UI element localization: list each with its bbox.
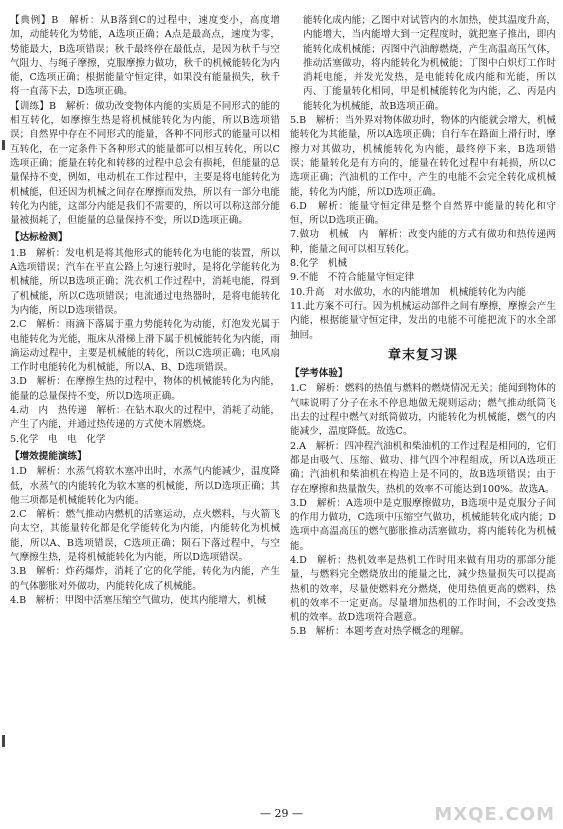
answer-paragraph: 2.A 解析：四冲程汽油机和柴油机的工作过程是相同的，它们都是由吸气、压缩、做功、排气四个冲程组成，所以A选项正确；汽油机和柴油机在构造上是不同的，故B选项错误；由于存在摩擦和热量散失，热机的效率不可能达到100%。故选A。 [290, 440, 556, 495]
section-heading: 【学考体验】 [290, 368, 348, 380]
answer-paragraph: 3.B 解析：炸药爆炸，消耗了它的化学能，转化为内能，产生的气体膨胀对外做功，内能转化成了机械能。 [10, 566, 280, 592]
answer-paragraph: 3.D 解析：在摩擦生热的过程中，物体的机械能转化为内能，能量的总量保持不变，所以D选项正确。 [10, 376, 280, 402]
answer-paragraph: 11.此方案不可行。因为机械运动部件之间有摩擦，摩擦会产生内能，根据能量守恒定律，发出的电能不可能把流下的水全部抽回。 [290, 300, 556, 341]
answer-paragraph: 6.D 解析：能量守恒定律是整个自然界中能量的转化和守恒，所以D选项正确。 [290, 200, 556, 227]
answer-paragraph: 7.做功 机械 内 解析：改变内能的方式有做功和热传递两种，能量之间可以相互转化。 [290, 229, 556, 255]
answer-paragraph: 4.动 内 热传递 解析：在钻木取火的过程中，消耗了动能，产生了内能，并通过热传递的方式使木屑燃烧。 [10, 405, 280, 431]
answer-paragraph: 4.D 解析：热机效率是热机工作时用来做有用功的那部分能量，与燃料完全燃烧放出的能量之比，减少热量损失可以提高热机的效率，尽量使燃料充分燃烧，使用热值更高的燃料，热机的效率不一定更高。尽量增加热机的工作时间，不会改变热机的效率。故D选项符合题意。 [290, 554, 556, 624]
answer-paragraph: 5.化学 电 电 化学 [10, 433, 106, 445]
answer-paragraph: 1.B 解析：发电机是将其他形式的能转化为电能的装置，所以A选项错误；汽车在平直公路上匀速行驶时，是将化学能转化为机械能，所以B选项正确；洗衣机工作过程中，消耗电能，得到了机械能，所以C选项错误；电流通过电热器时，是将电能转化为内能，所以D选项错误。 [10, 247, 280, 316]
binding-mark [2, 140, 5, 150]
section-heading: 【达标检测】 [10, 232, 68, 244]
page-number: — 29 — [260, 807, 303, 820]
watermark: MXQE.COM [434, 804, 555, 825]
binding-mark [2, 735, 5, 747]
answer-paragraph: 5.B 解析：本题考查对热学概念的理解。 [290, 626, 470, 638]
answer-paragraph: 能转化成内能；乙图中对试管内的水加热，使其温度升高，内能增大，当内能增大到一定程度时，就把塞子推出，即内能转化成机械能；丙图中汽油醇燃烧，产生高温高压气体，推动活塞做功，将内能转化为机械能；丁图中白炽灯工作时消耗电能，并发光发热，是电能转化成内能和光能，所以丙、丁能量转化相同，甲是机械能转化为内能，乙、丙是内能转化为机械能，故B选项正确。 [303, 15, 556, 112]
answer-paragraph: 3.D 解析：A选项中是克服摩擦做功，B选项中是克服分子间的作用力做功，C选项中压缩空气做功，机械能转化成内能；D选项中高温高压的燃气膨胀推动活塞做功，将内能转化为机械能。 [290, 497, 556, 552]
answer-paragraph: 2.C 解析：雨滴下落属于重力势能转化为动能，灯泡发光属于电能转化为光能，瓶床从滑梯上滑下属于机械能转化为内能，雨滴运动过程中，主要是机械能的转化，所以C选项正确；电风扇工作时电能转化为机械能，所以A、B、D选项错误。 [10, 319, 280, 374]
answer-paragraph: 9.不能 不符合能量守恒定律 [290, 272, 415, 284]
answer-paragraph: 4.B 解析：甲图中活塞压缩空气做功，使其内能增大，机械 [10, 594, 267, 606]
chapter-title: 章末复习课 [387, 347, 458, 363]
answer-paragraph: 8.化学 机械 [290, 258, 348, 270]
left-column [10, 14, 280, 608]
answer-paragraph: 10.升高 对水做功，水的内能增加 机械能转化为内能 [290, 286, 526, 298]
answer-paragraph: 1.D 解析：水蒸气将软木塞冲出时，水蒸气内能减少，温度降低，水蒸气的内能转化为软木塞的机械能，所以D选项正确；其他三项都是机械能转化为内能。 [10, 466, 280, 506]
section-heading: 【增效提能演练】 [10, 450, 87, 462]
answer-paragraph: 2.C 解析：燃气推动内燃机的活塞运动，点火燃料，与火箭飞向太空，其能量转化都是化学能转化为内能，内能转化为机械能，所以A、B选项错误，C选项正确；陨石下落过程中，与空气摩擦生热，是将机械能转化为内能，所以D选项错误。 [10, 509, 280, 563]
answer-paragraph: 【训练】B 解析：做功改变物体内能的实质是不同形式的能的相互转化，如摩擦生热是将机械能转化为内能，所以B选项错误；自然界中存在不同形式的能量，各种不同形式的能量可以相互转化，在一定条件下各种形式的能量都可以相互转化，所以C选项正确；能量在转化和转移的过程中总会有损耗，但能量的总量保持不变，例如，电动机在工作过程中，主要是将电能转化为机械能，但还因为机械之间存在摩擦而发热，所以有一部分电能转化为内能，这部分内能是我们不需要的，所以可以称这部分能量被损耗了，但能量的总量保持不变，所以D选项正确。 [10, 100, 280, 227]
answer-paragraph: 5.B 解析：当外界对物体做功时，物体的内能就会增大，机械能转化为其能量，所以A选项正确；自行车在路面上滑行时，摩擦力对其做功，机械能转化为内能，最终停下来，B选项错误；能量转化是有方向的，能量在转化过程中有耗损，所以C选项正确；汽油机的工作中，产生的电能不会完全转化成机械能，转化为内能，所以D选项正确。 [290, 115, 556, 198]
answer-paragraph: 【典例】B 解析：从B落到C的过程中，速度变小，高度增加，动能转化为势能，A选项正确；A点是最高点，速度为零，势能最大，B选项错误；秋千最终停在最低点，是因为秋千与空气阻力、与绳子摩擦，克服摩擦力做功，秋千的机械能转化为内能，C选项正确；根据能量守恒定律，如果没有能量损失，秋千将一直荡下去，D选项正确。 [10, 15, 280, 98]
answer-paragraph: 1.C 解析：燃料的热值与燃料的燃烧情况无关；能闻到物体的气味说明了分子在永不停息地做无规则运动；燃气推动纸筒飞出去的过程中燃气对纸筒做功，内能转化为机械能，燃气的内能减少，温度降低。故选C。 [290, 383, 556, 438]
right-column [290, 14, 556, 640]
